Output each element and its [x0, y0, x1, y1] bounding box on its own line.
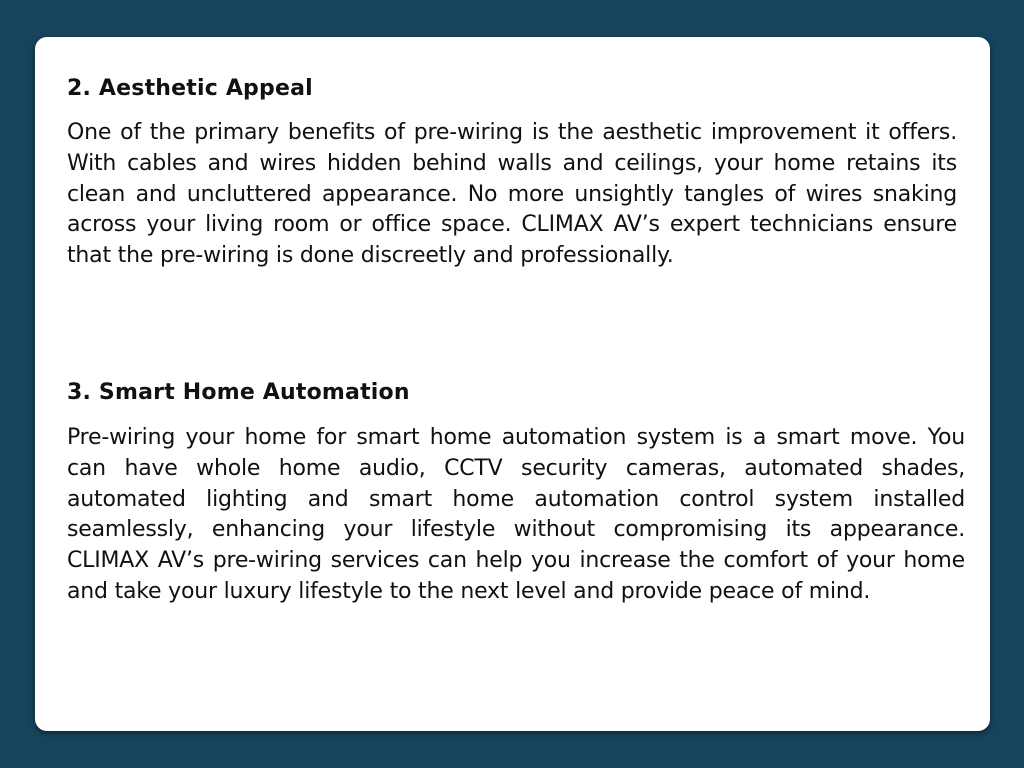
section-aesthetic-appeal	[67, 75, 957, 272]
section-heading: 3. Smart Home Automation	[67, 380, 410, 405]
slide-card	[35, 37, 990, 731]
section-paragraph: One of the primary benefits of pre-wiring is the aesthetic improvement it offers. With cables and wires hidden behind walls and ceilings, your home retains its clean and uncluttered appearance. No more unsightly tangles of wires snaking across your living room or office space. CLIMAX AV’s expert technicians ensure that the pre-wiring is done discreetly and professionally.	[67, 120, 957, 269]
section-heading: 2. Aesthetic Appeal	[67, 76, 313, 101]
section-paragraph: Pre-wiring your home for smart home automation system is a smart move. You can have whole home audio, CCTV security cameras, automated shades, automated lighting and smart home automation control system installed seamlessly, enhancing your lifestyle without compromising its appearance. CLIMAX AV’s pre-wiring services can help you increase the comfort of your home and take your luxury lifestyle to the next level and provide peace of mind.	[67, 425, 965, 604]
section-smart-home-automation	[67, 379, 965, 608]
